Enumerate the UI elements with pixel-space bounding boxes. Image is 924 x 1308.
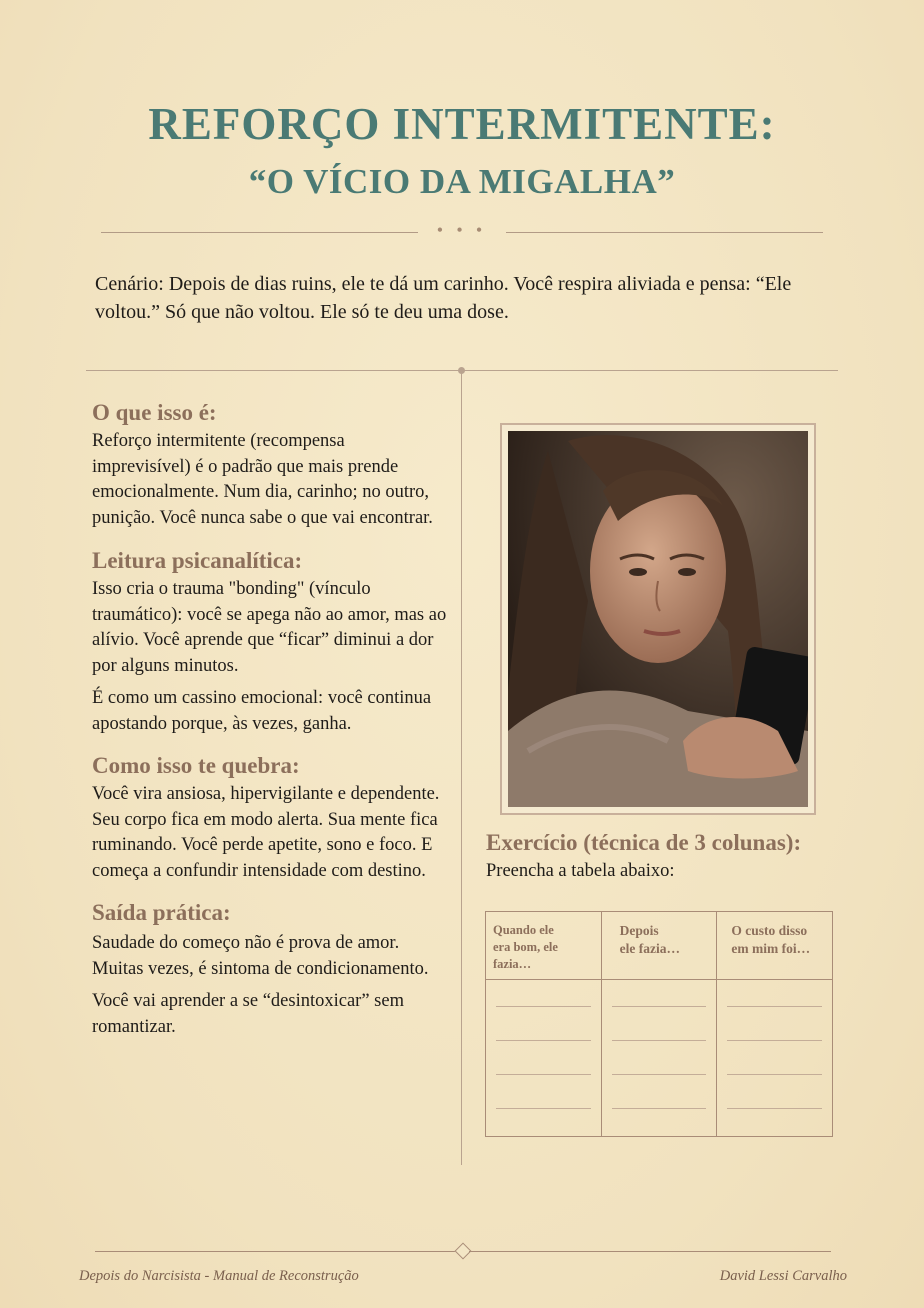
answer-line[interactable] bbox=[727, 1108, 822, 1109]
answer-line[interactable] bbox=[727, 1006, 822, 1007]
footer-author: David Lessi Carvalho bbox=[719, 1268, 847, 1284]
section-paragraph: Você vai aprender a se “desintoxicar” sem romantizar. bbox=[92, 991, 404, 1037]
answer-line[interactable] bbox=[496, 1108, 591, 1109]
header-line: ele fazia… bbox=[619, 941, 681, 956]
page-subtitle: “O VÍCIO DA MIGALHA” bbox=[248, 162, 676, 201]
intro-line: voltou.” Só que não voltou. Ele só te deu uma dose. bbox=[95, 301, 509, 323]
table-column-header bbox=[717, 912, 832, 980]
answer-line[interactable] bbox=[496, 1074, 591, 1075]
footer-book-title: Depois do Narcisista - Manual de Reconstrução bbox=[79, 1268, 359, 1284]
intro-text bbox=[95, 270, 855, 326]
answer-line[interactable] bbox=[727, 1074, 822, 1075]
section-paragraph: Saudade do começo não é prova de amor. Muitas vezes, é sintoma de condicionamento. bbox=[92, 933, 429, 979]
section-heading-reading: Leitura psicanalítica: bbox=[92, 548, 303, 573]
answer-line[interactable] bbox=[612, 1108, 707, 1109]
section-paragraph: Isso cria o trauma "bonding" (vínculo traumático): você se apega não ao amor, mas ao alívio. Você aprende que “ficar” diminui a dor por alguns minutos. bbox=[92, 579, 447, 676]
table-column bbox=[717, 912, 832, 1136]
header-line: O custo disso bbox=[731, 923, 808, 938]
header-line: era bom, ele fazia… bbox=[493, 940, 558, 971]
column-divider bbox=[461, 370, 462, 1165]
header-line: Depois bbox=[619, 923, 659, 938]
header-line: Quando ele bbox=[493, 923, 554, 937]
answer-line[interactable] bbox=[496, 1006, 591, 1007]
woman-with-phone-photo bbox=[508, 431, 808, 807]
table-column bbox=[486, 912, 602, 1136]
exercise-table bbox=[485, 911, 833, 1137]
exercise-title: Exercício (técnica de 3 colunas): bbox=[486, 830, 802, 855]
answer-line[interactable] bbox=[612, 1006, 707, 1007]
title-divider-right bbox=[506, 232, 823, 233]
footer-rule-right bbox=[469, 1251, 831, 1252]
section-heading-exit: Saída prática: bbox=[92, 900, 231, 925]
answer-line[interactable] bbox=[612, 1040, 707, 1041]
section-heading-what: O que isso é: bbox=[92, 400, 217, 425]
answer-line[interactable] bbox=[496, 1040, 591, 1041]
header-line: em mim foi… bbox=[731, 941, 811, 956]
intro-line: Cenário: Depois de dias ruins, ele te dá um carinho. Você respira aliviada e pensa: “Ele bbox=[95, 273, 792, 295]
table-column-header bbox=[602, 912, 717, 980]
exercise-instruction: Preencha a tabela abaixo: bbox=[486, 861, 675, 881]
footer-rule-left bbox=[95, 1251, 455, 1252]
table-column bbox=[602, 912, 718, 1136]
title-divider-dots: • • • bbox=[437, 222, 487, 239]
photo-frame bbox=[500, 423, 816, 815]
section-paragraph: Reforço intermitente (recompensa imprevisível) é o padrão que mais prende emocionalmente. Num dia, carinho; no outro, punição. Você nunca sabe o que vai encontrar. bbox=[92, 431, 433, 528]
left-column bbox=[92, 398, 447, 1040]
section-heading-breaks: Como isso te quebra: bbox=[92, 753, 300, 778]
page-title: REFORÇO INTERMITENTE: bbox=[148, 99, 776, 149]
answer-line[interactable] bbox=[612, 1074, 707, 1075]
answer-line[interactable] bbox=[727, 1040, 822, 1041]
title-divider-left bbox=[101, 232, 418, 233]
section-paragraph: Você vira ansiosa, hipervigilante e dependente. Seu corpo fica em modo alerta. Sua mente fica ruminando. Você perde apetite, sono e foco. E começa a confundir intensidade com destino. bbox=[92, 784, 440, 881]
section-paragraph: É como um cassino emocional: você continua apostando porque, às vezes, ganha. bbox=[92, 688, 432, 734]
table-column-header bbox=[486, 912, 601, 980]
